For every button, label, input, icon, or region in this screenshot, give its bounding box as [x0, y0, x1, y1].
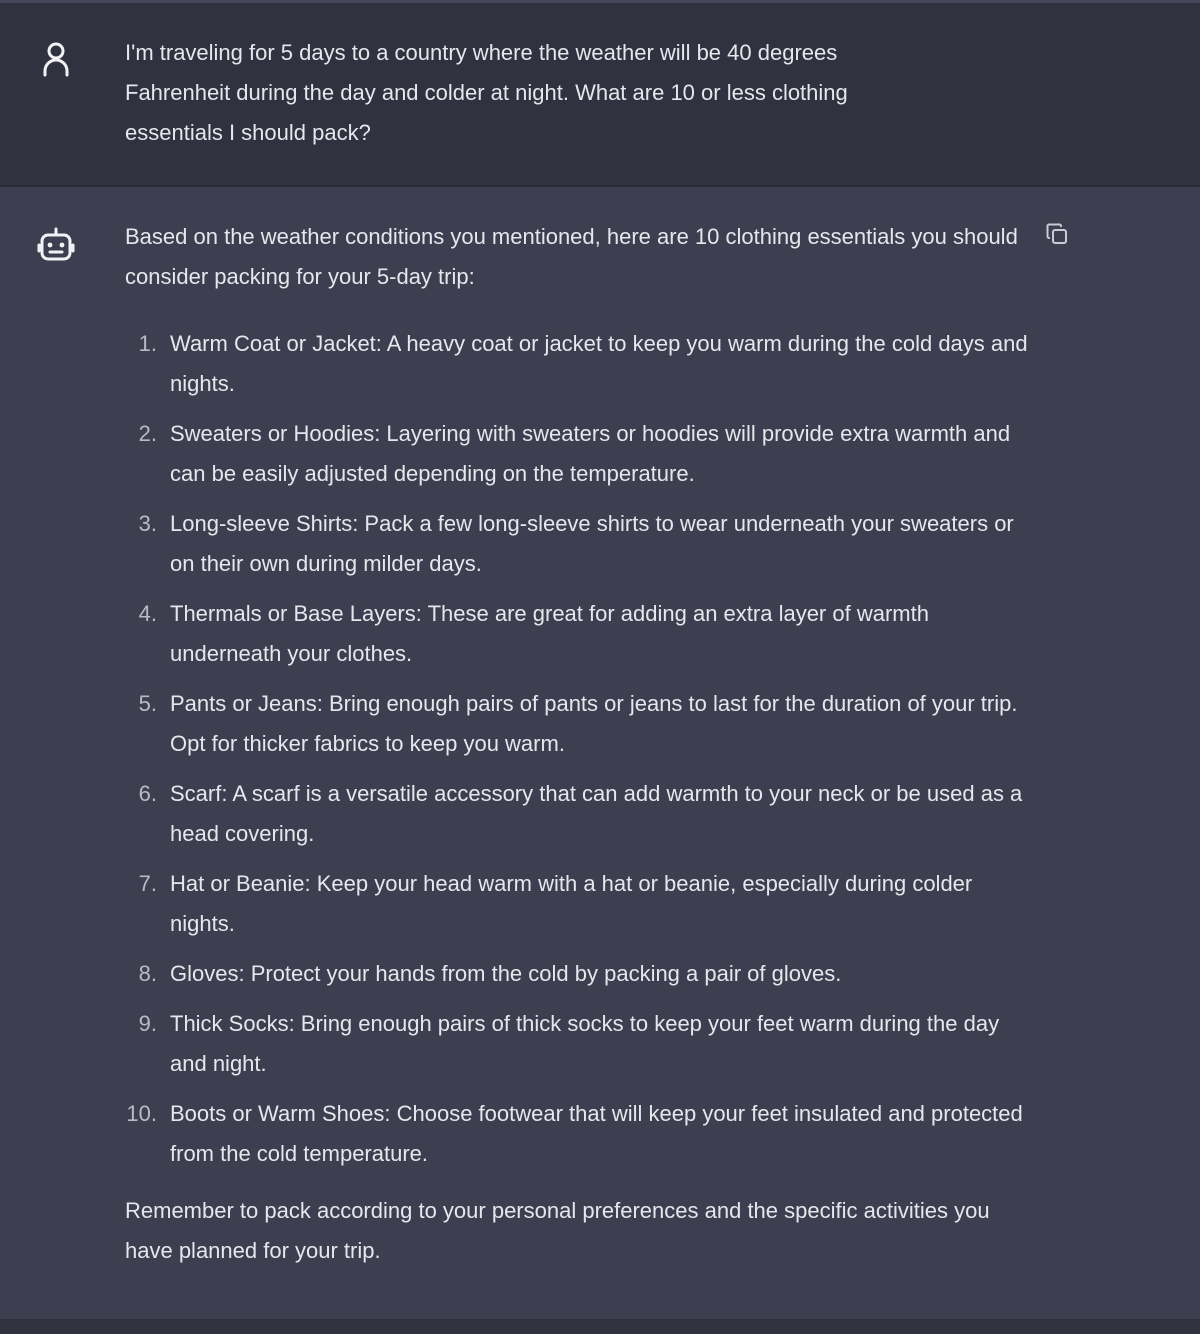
list-item-number: 1. — [138, 331, 157, 356]
assistant-message-body — [125, 217, 1040, 1271]
user-message — [0, 3, 1200, 187]
list-item-text: Thick Socks: Bring enough pairs of thick socks to keep your feet warm during the day and night. — [170, 1011, 1000, 1076]
clothing-essentials-list — [125, 324, 1040, 1174]
copy-icon[interactable] — [1044, 221, 1070, 247]
list-item — [125, 864, 1040, 944]
assistant-intro: Based on the weather conditions you mentioned, here are 10 clothing essentials you should consider packing for your 5-day trip: — [125, 224, 1018, 289]
list-item — [125, 684, 1040, 764]
list-item — [125, 954, 1040, 994]
list-item-number: 5. — [138, 691, 157, 716]
list-item-text: Pants or Jeans: Bring enough pairs of pants or jeans to last for the duration of your trip. Opt for thicker fabrics to keep you warm. — [170, 691, 1018, 756]
user-message-text: I'm traveling for 5 days to a country where the weather will be 40 degrees Fahrenheit during the day and colder at night. What are 10 or less clothing essentials I should pack? — [125, 40, 848, 145]
list-item-text: Sweaters or Hoodies: Layering with sweaters or hoodies will provide extra warmth and can be easily adjusted depending on the temperature. — [170, 421, 1011, 486]
list-item — [125, 1094, 1040, 1174]
list-item-number: 9. — [138, 1011, 157, 1036]
list-item-text: Thermals or Base Layers: These are great for adding an extra layer of warmth underneath your clothes. — [170, 601, 929, 666]
list-item — [125, 414, 1040, 494]
list-item-text: Hat or Beanie: Keep your head warm with a hat or beanie, especially during colder nights. — [170, 871, 973, 936]
list-item-text: Scarf: A scarf is a versatile accessory that can add warmth to your neck or be used as a head covering. — [170, 781, 1023, 846]
list-item-text: Gloves: Protect your hands from the cold by packing a pair of gloves. — [170, 961, 842, 986]
list-item — [125, 324, 1040, 404]
list-item-number: 10. — [126, 1101, 157, 1126]
bot-icon — [36, 225, 76, 265]
list-item — [125, 504, 1040, 584]
list-item-text: Warm Coat or Jacket: A heavy coat or jacket to keep you warm during the cold days and nights. — [170, 331, 1028, 396]
list-item-number: 3. — [138, 511, 157, 536]
list-item — [125, 594, 1040, 674]
list-item — [125, 1004, 1040, 1084]
list-item-number: 7. — [138, 871, 157, 896]
list-item-number: 6. — [138, 781, 157, 806]
bottom-divider — [0, 1319, 1200, 1334]
assistant-outro: Remember to pack according to your personal preferences and the specific activities you have planned for your trip. — [125, 1198, 990, 1263]
list-item-number: 4. — [138, 601, 157, 626]
list-item-text: Boots or Warm Shoes: Choose footwear that will keep your feet insulated and protected from the cold temperature. — [170, 1101, 1023, 1166]
list-item — [125, 774, 1040, 854]
user-icon — [36, 39, 76, 79]
assistant-message — [0, 187, 1200, 1319]
list-item-number: 2. — [138, 421, 157, 446]
list-item-text: Long-sleeve Shirts: Pack a few long-sleeve shirts to wear underneath your sweaters or on their own during milder days. — [170, 511, 1014, 576]
list-item-number: 8. — [138, 961, 157, 986]
